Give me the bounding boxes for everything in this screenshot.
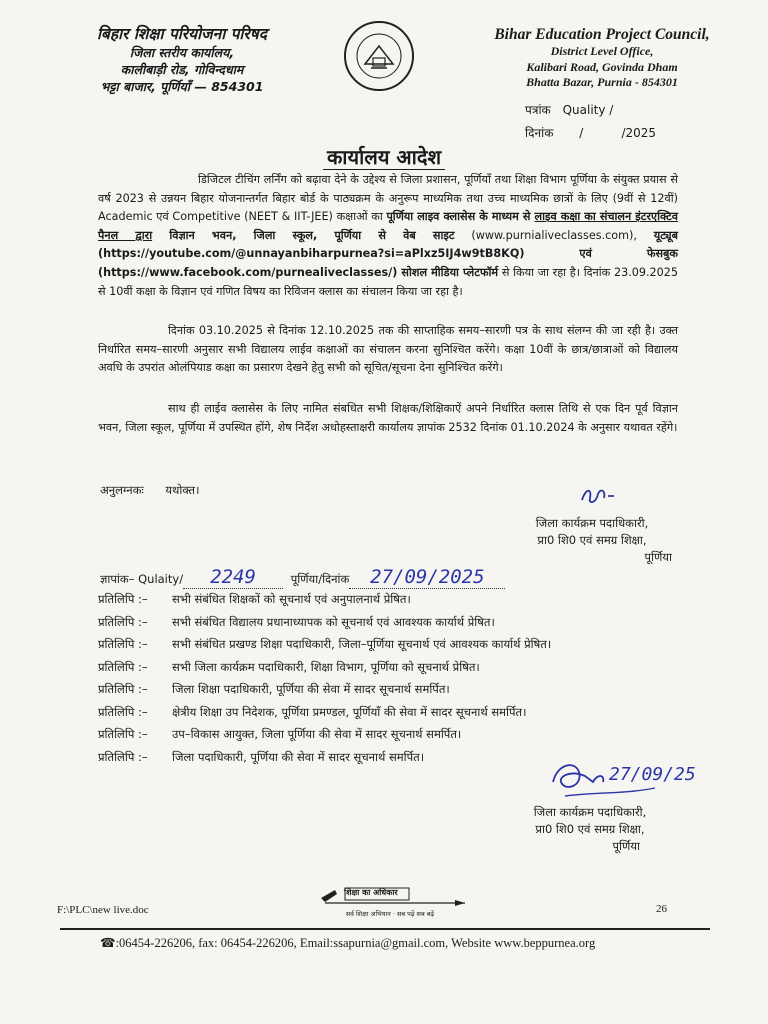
- list-item: [98, 637, 551, 660]
- signatory-place-2: पूर्णिया: [612, 839, 640, 853]
- phone-icon: ☎: [100, 936, 116, 950]
- copy-label: प्रतिलिपि :–: [98, 659, 148, 674]
- list-item: [98, 592, 551, 615]
- org-name-english: Bihar Education Project Council,: [494, 26, 710, 43]
- copy-text: क्षेत्रीय शिक्षा उप निदेशक, पूर्णिया प्रमण्डल, पूर्णियाँ की सेवा में सादर सूचनार्थ समर्पित।: [172, 704, 527, 719]
- list-item: [98, 682, 551, 705]
- signature-block-1: [502, 515, 682, 566]
- bep-logo-icon: [343, 20, 415, 92]
- copy-label: प्रतिलिपि :–: [98, 704, 148, 719]
- list-item: [98, 750, 551, 773]
- signatory-place-1: पूर्णिया: [644, 550, 672, 564]
- signature-date: 27/09/25: [609, 764, 696, 785]
- copy-label: प्रतिलिपि :–: [98, 682, 148, 696]
- signatory-title-1: जिला कार्यक्रम पदाधिकारी,: [535, 516, 649, 530]
- copy-text: सभी संबंधित प्रखण्ड शिक्षा पदाधिकारी, जिला–पूर्णिया सूचनार्थ एवं आवश्यक कार्यार्थ प्रेषित।: [172, 637, 552, 651]
- rte-emblem: [310, 884, 470, 919]
- copy-text: जिला पदाधिकारी, पूर्णिया की सेवा में सादर सूचनार्थ समर्पित।: [172, 749, 425, 764]
- list-item: [98, 705, 551, 728]
- emblem-sub: सर्व शिक्षा अभियान · सब पढ़ें सब बढ़ें: [345, 910, 435, 918]
- contact-line: [100, 935, 595, 951]
- copy-text: उप–विकास आयुक्त, जिला पूर्णिया की सेवा में सादर सूचनार्थ समर्पित।: [172, 727, 462, 741]
- p1-text-e: (www.purnialiveclasses.com),: [454, 228, 654, 242]
- patrank-value: Quality /: [562, 103, 614, 117]
- copy-text: सभी संबंधित शिक्षकों को सूचनार्थ एवं अनुपालनार्थ प्रेषित।: [172, 592, 411, 606]
- p1-text-a: डिजिटल टीचिंग लर्निंग को बढ़ावा देने के उद्देश्य से जिला प्रशासन, पूर्णियाँ तथा शिक्षा विभाग पूर्णिया के संयुक्त प्रयास से वर्ष 2023 से उन्नयन बिहार योजनान्तर्गत बिहार बोर्ड के पाठ्यक्रम के अनुरूप माध्यमिक तथा उच्च माध्यमिक छात्रों के लिए (9वीं से 12वीं) Academic एवं Competitive (NEET & IIT-JEE) कक्षाओं का: [98, 173, 678, 224]
- p2-text: दिनांक 03.10.2025 से दिनांक 12.10.2025 तक की साप्ताहिक समय–सारणी पत्र के साथ संलग्न की जा रही है। उक्त निर्धारित समय–सारणी अनुसार सभी विद्यालय लाईव कक्षाओं का संचालन करना सुनिश्चित करेंगे। कक्षा 10वीं के छात्र/छात्राओं को विद्यालय अवधि के उपरांत ओलंपियाड कक्षा का प्रसारण देखने हेतु सभी को सूचित/सूचना देना सुनिश्चित करेंगे।: [98, 324, 678, 375]
- footer-divider: [60, 928, 710, 930]
- enclosure-label: अनुलग्नकः: [100, 483, 144, 497]
- initials-mark-icon: [578, 484, 618, 508]
- paragraph-2: [98, 322, 678, 378]
- enclosure: [100, 483, 199, 498]
- memo-mid: पूर्णिया/दिनांक: [290, 572, 350, 586]
- copy-text: सभी जिला कार्यक्रम पदाधिकारी, शिक्षा विभाग, पूर्णिया को सूचनार्थ प्रेषित।: [172, 659, 480, 674]
- road-english: Kalibari Road, Govinda Dham: [526, 59, 678, 74]
- copy-list: [98, 592, 551, 772]
- p1-text-c: लाइव कक्षा का संचालन इंटरएक्टिव पैनल द्वारा: [98, 210, 678, 242]
- list-item: [98, 727, 551, 750]
- memo-number: 2249: [183, 566, 283, 589]
- copy-label: प्रतिलिपि :–: [98, 614, 148, 629]
- paragraph-1: [98, 171, 678, 301]
- dinank-value: / /2025: [579, 126, 657, 140]
- copy-label: प्रतिलिपि :–: [98, 727, 148, 741]
- page-number: 26: [656, 903, 667, 915]
- enclosure-value: यथोक्त।: [165, 483, 200, 497]
- patrank: [525, 101, 613, 118]
- header-english: [452, 26, 752, 91]
- list-item: [98, 615, 551, 638]
- memo-date: 27/09/2025: [349, 566, 505, 589]
- memo-label: ज्ञापांक– Qulaity/: [100, 572, 184, 586]
- order-title: [0, 143, 768, 170]
- signatory-title-2: जिला कार्यक्रम पदाधिकारी,: [533, 805, 647, 819]
- p3-text: साथ ही लाईव क्लासेस के लिए नामित संबधित सभी शिक्षक/शिक्षिकाऐं अपने निर्धारित क्लास तिथि से एक दिन पूर्व विज्ञान भवन, जिला स्कूल, पूर्णिया में उपस्थित होंगे, शेष निर्देश अधोहस्ताक्षरी कार्यालय ज्ञापांक 2532 दिनांक 01.10.2024 के अनुसार यथावत रहेंगे।: [98, 402, 678, 434]
- p1-text-d: विज्ञान भवन, जिला स्कूल, पूर्णिया से वेब साइट: [152, 228, 455, 242]
- contact-text: :06454-226206, fax: 06454-226206, Email:ssapurnia@gmail.com, Website www.beppurnea.org: [115, 936, 596, 950]
- file-path: F:\PLC\new live.doc: [57, 904, 149, 916]
- handwritten-signature-icon: [545, 752, 715, 812]
- copy-text: सभी संबंधित विद्यालय प्रधानाध्यापक को सूचनार्थ एवं आवश्यक कार्यार्थ प्रेषित।: [172, 614, 495, 629]
- p1-text-b: पूर्णिया लाइव क्लासेस के माध्यम से: [386, 210, 535, 224]
- signatory-dept-2: प्रा0 शि0 एवं समग्र शिक्षा,: [535, 822, 645, 836]
- office-hindi: जिला स्तरीय कार्यालय,: [129, 45, 235, 60]
- paragraph-3: [98, 400, 678, 437]
- dinank: [525, 124, 656, 141]
- page-title: कार्यालय आदेश: [323, 145, 445, 170]
- memo-line: [100, 566, 505, 589]
- copy-label: प्रतिलिपि :–: [98, 592, 148, 606]
- p1-text-g: से किया जा रहा है। दिनांक 23.09.2025 से 10वीं कक्षा के विज्ञान एवं गणित विषय का रिविजन क्लास का संचालन किया जा रहा है।: [98, 265, 679, 298]
- list-item: [98, 660, 551, 683]
- signatory-dept-1: प्रा0 शि0 एवं समग्र शिक्षा,: [537, 533, 647, 547]
- copy-label: प्रतिलिपि :–: [98, 637, 148, 651]
- copy-label: प्रतिलिपि :–: [98, 749, 148, 764]
- patrank-label: पत्रांक: [525, 103, 551, 117]
- road-hindi: कालीबाड़ी रोड, गोविन्दधाम: [120, 62, 244, 77]
- emblem-text: शिक्षा का अधिकार: [344, 888, 398, 897]
- copy-text: जिला शिक्षा पदाधिकारी, पूर्णिया की सेवा में सादर सूचनार्थ समर्पित।: [172, 682, 450, 696]
- p1-text-f: यूट्यूब (https://youtube.com/@unnayanbiharpurnea?si=aPlxz5IJ4w9tB8KQ) एवं फेसबुक (https://www.facebook.com/purnealiveclasses/) सोशल मीडिया प्लेटफॉर्म: [98, 228, 678, 279]
- address-english: Bhatta Bazar, Purnia - 854301: [526, 75, 678, 89]
- signature-block-2: [500, 804, 680, 855]
- office-english: District Level Office,: [550, 44, 654, 58]
- org-name-hindi: बिहार शिक्षा परियोजना परिषद: [97, 25, 267, 43]
- address-hindi: भट्टा बाजार, पूर्णियाँ — 854301: [100, 79, 264, 94]
- dinank-label: दिनांक: [525, 126, 554, 140]
- header-hindi: [52, 22, 312, 95]
